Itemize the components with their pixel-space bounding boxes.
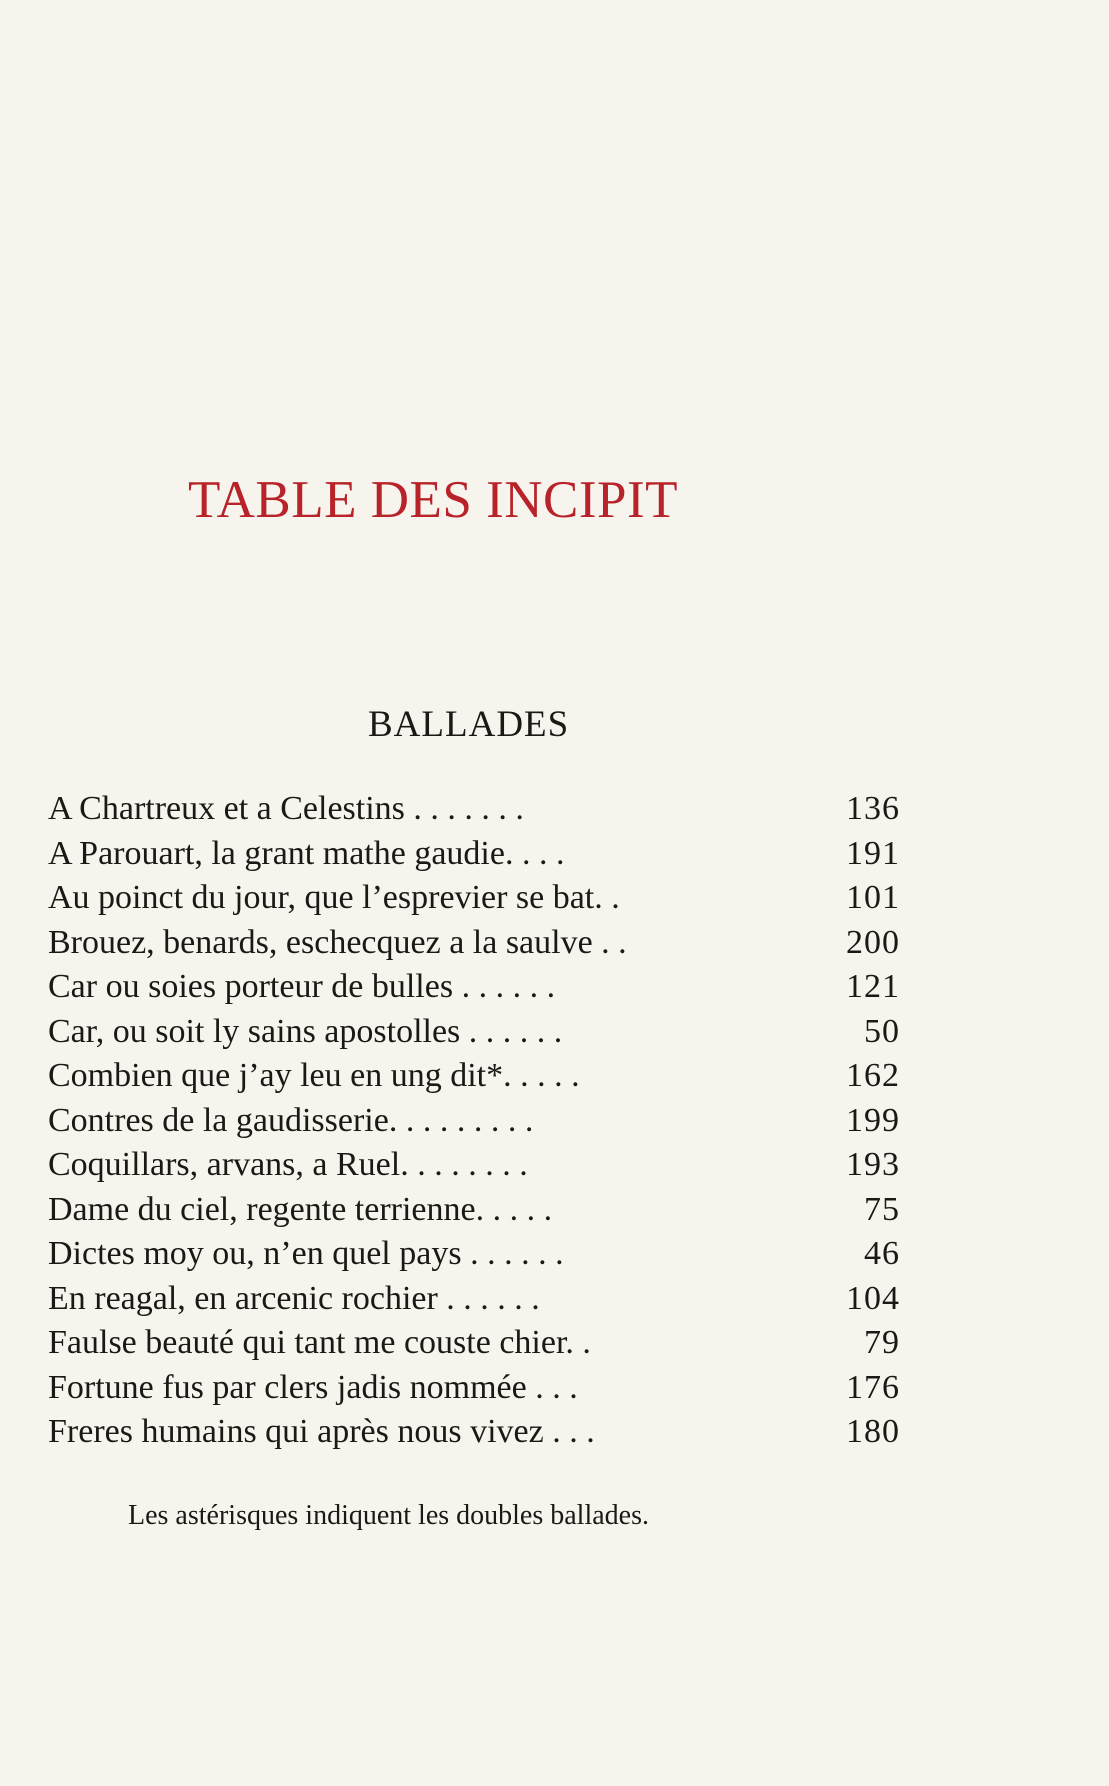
list-item [48,1188,900,1233]
page-number: 46 [864,1235,900,1272]
incipit-text: Car ou soies porteur de bulles . . . . . . [48,968,556,1005]
list-item [48,1277,900,1322]
list-item [48,965,900,1010]
page-number: 104 [846,1279,900,1317]
page-number: 200 [846,923,900,961]
incipit-text: A Chartreux et a Celestins . . . . . . . [48,790,524,827]
page-number: 162 [846,1057,900,1094]
list-item [48,876,900,921]
incipit-list [48,787,900,1455]
incipit-text: Dictes moy ou, n’en quel pays . . . . . . [48,1235,564,1272]
page-number: 193 [846,1146,900,1183]
list-item [48,921,900,966]
page-title: TABLE DES INCIPIT [188,471,679,529]
incipit-text: Car, ou soit ly sains apostolles . . . . . . [48,1012,563,1050]
incipit-text: Brouez, benards, eschecquez a la saulve . . [48,923,627,961]
incipit-text: Au poinct du jour, que l’esprevier se bat. . [48,879,620,916]
list-item [48,1143,900,1188]
list-item [48,787,900,832]
page-number: 180 [846,1413,900,1450]
list-item [48,1054,900,1099]
footnote: Les astérisques indiquent les doubles ballades. [128,1500,649,1531]
incipit-text: En reagal, en arcenic rochier . . . . . . [48,1279,540,1317]
list-item [48,1410,900,1455]
incipit-text: Combien que j’ay leu en ung dit*. . . . . [48,1057,580,1094]
page-number: 136 [846,790,900,827]
list-item [48,1099,900,1144]
page-number: 75 [864,1190,900,1228]
page-number: 79 [864,1324,900,1361]
list-item [48,1366,900,1411]
list-item [48,1010,900,1055]
page-number: 176 [846,1368,900,1406]
page-number: 101 [846,879,900,916]
incipit-text: Freres humains qui après nous vivez . . . [48,1413,595,1450]
incipit-text: Contres de la gaudisserie. . . . . . . . . [48,1101,534,1139]
page-number: 121 [846,968,900,1005]
page-number: 199 [846,1101,900,1139]
list-item [48,1321,900,1366]
list-item [48,1232,900,1277]
incipit-text: Faulse beauté qui tant me couste chier. . [48,1324,591,1361]
incipit-text: Fortune fus par clers jadis nommée . . . [48,1368,578,1406]
section-heading: BALLADES [368,704,570,745]
incipit-text: Dame du ciel, regente terrienne. . . . . [48,1190,553,1228]
incipit-text: A Parouart, la grant mathe gaudie. . . . [48,834,565,872]
page-number: 50 [864,1012,900,1050]
incipit-text: Coquillars, arvans, a Ruel. . . . . . . . [48,1146,528,1183]
page-number: 191 [846,834,900,872]
list-item [48,832,900,877]
